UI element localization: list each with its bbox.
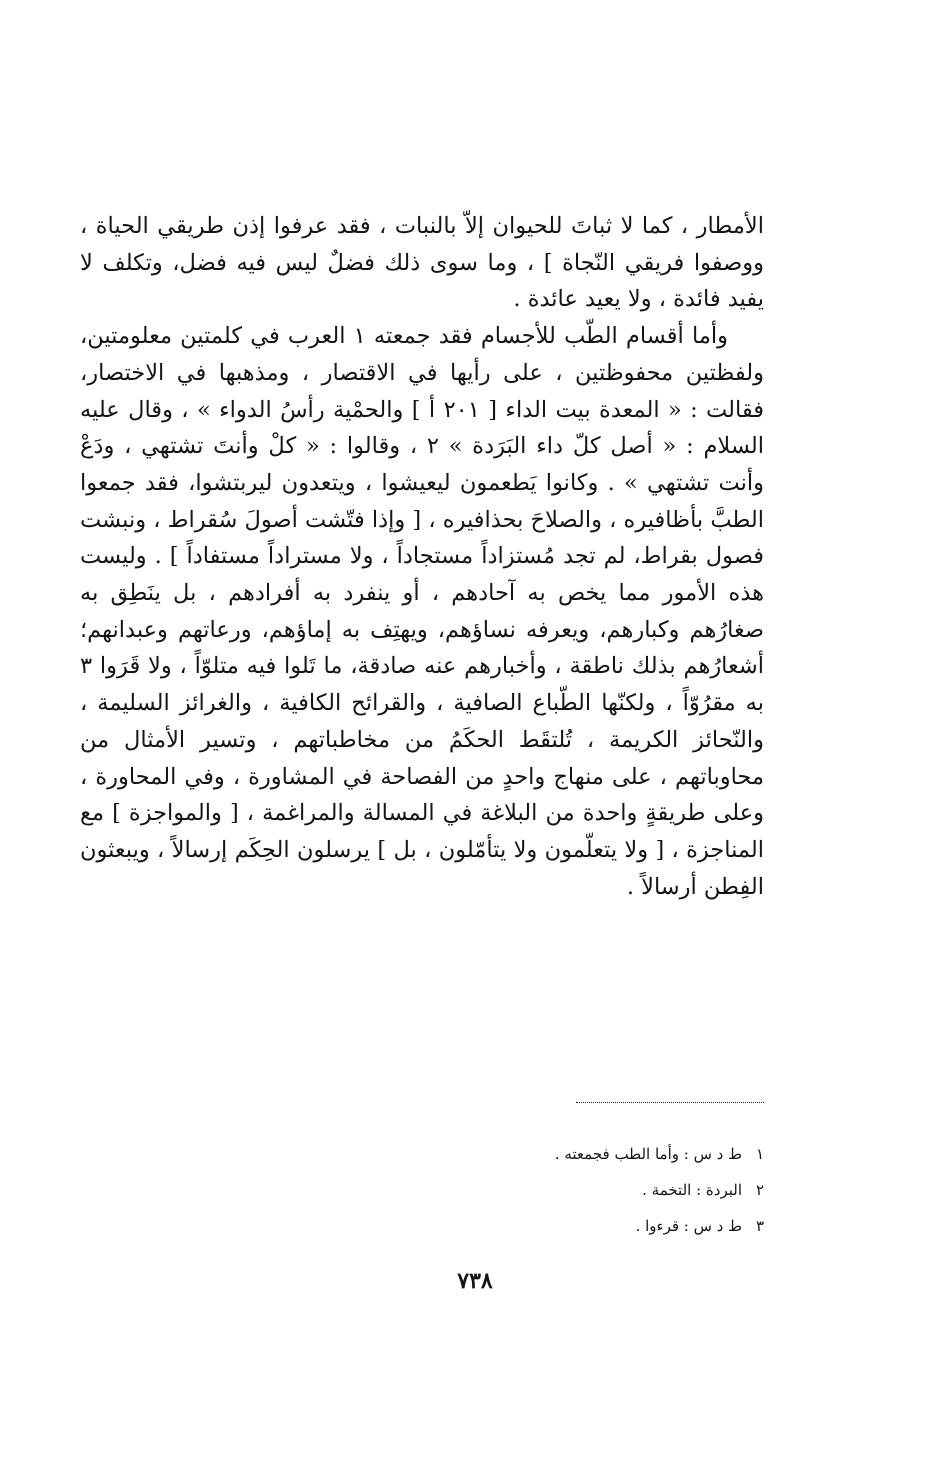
footnotes [344,1136,764,1244]
footnote-number: ٣ [755,1217,764,1235]
footnote-number: ٢ [755,1181,764,1199]
footnote-separator [576,1102,764,1103]
footnote-text: ط د س : قرءوا . [635,1217,742,1235]
footnote-number: ١ [755,1145,764,1163]
footnote-2 [344,1172,764,1208]
footnote-1 [344,1136,764,1172]
main-text [80,208,764,905]
footnote-text: ط د س : وأما الطب فجمعته . [554,1145,742,1163]
paragraph-2: وأما أقسام الطّب للأجسام فقد جمعته ١ العرب في كلمتين معلومتين، ولفظتين محفوظتين ، على رأيها في الاقتصار ، ومذهبها في الاختصار، فقالت : « المعدة بيت الداء [ ٢٠١ أ ] والحمْية رأسُ الدواء » ، وقال عليه السلام : « أصل كلّ داء البَرَدة » ٢ ، وقالوا : « كلْ وأنتَ تشتهي ، ودَعْ وأنت تشتهي » . وكانوا يَطعمون ليعيشوا ، ويتعدون ليربتشوا، فقد جمعوا الطبَّ بأظافيره ، والصلاحَ بحذافيره ، [ وإذا فتّشت أصولَ سُقراط ، ونبشت فصول بقراط، لم تجد مُستزاداً مستجاداً ، ولا مستراداً مستفاداً ] . وليست هذه الأمور مما يخص به آحادهم ، أو ينفرد به أفرادهم ، بل ينَطِق به صغارُهم وكبارهم، ويعرفه نساؤهم، ويهتِف به إماؤهم، ورعاتهم وعبدانهم؛ أشعارُهم بذلك ناطقة ، وأخبارهم عنه صادقة، ما تَلوا فيه متلوّاً ، ولا قَرَوا ٣ به مقرُوّاً ، ولكنّها الطّباع الصافية ، والقرائح الكافية ، والغرائز السليمة ، والنّحائز الكريمة ، تُلتقَط الحكَمُ من مخاطباتهم ، وتسير الأمثال من محاوباتهم ، على منهاج واحدٍ من الفصاحة في المشاورة ، وفي المحاورة ، وعلى طريقةٍ واحدة من البلاغة في المسالة والمراغمة ، [ والمواجزة ] مع المناجزة ، [ ولا يتعلّمون ولا يتأمّلون ، بل ] يرسلون الحِكَم إرسالاً ، ويبعثون الفِطن أرسالاً . [80,323,764,900]
footnote-text: البردة : التخمة . [642,1181,742,1199]
footnote-3 [344,1208,764,1244]
paragraph-1: الأمطار ، كما لا ثباتَ للحيوان إلاّ بالنبات ، فقد عرفوا إذن طريقي الحياة ، ووصفوا فريقي النّجاة ] ، وما سوى ذلك فضلٌ ليس فيه فضل، وتكلف لا يفيد فائدة ، ولا يعيد عائدة . [80,213,764,313]
page-number: ٧٣٨ [457,1268,493,1294]
